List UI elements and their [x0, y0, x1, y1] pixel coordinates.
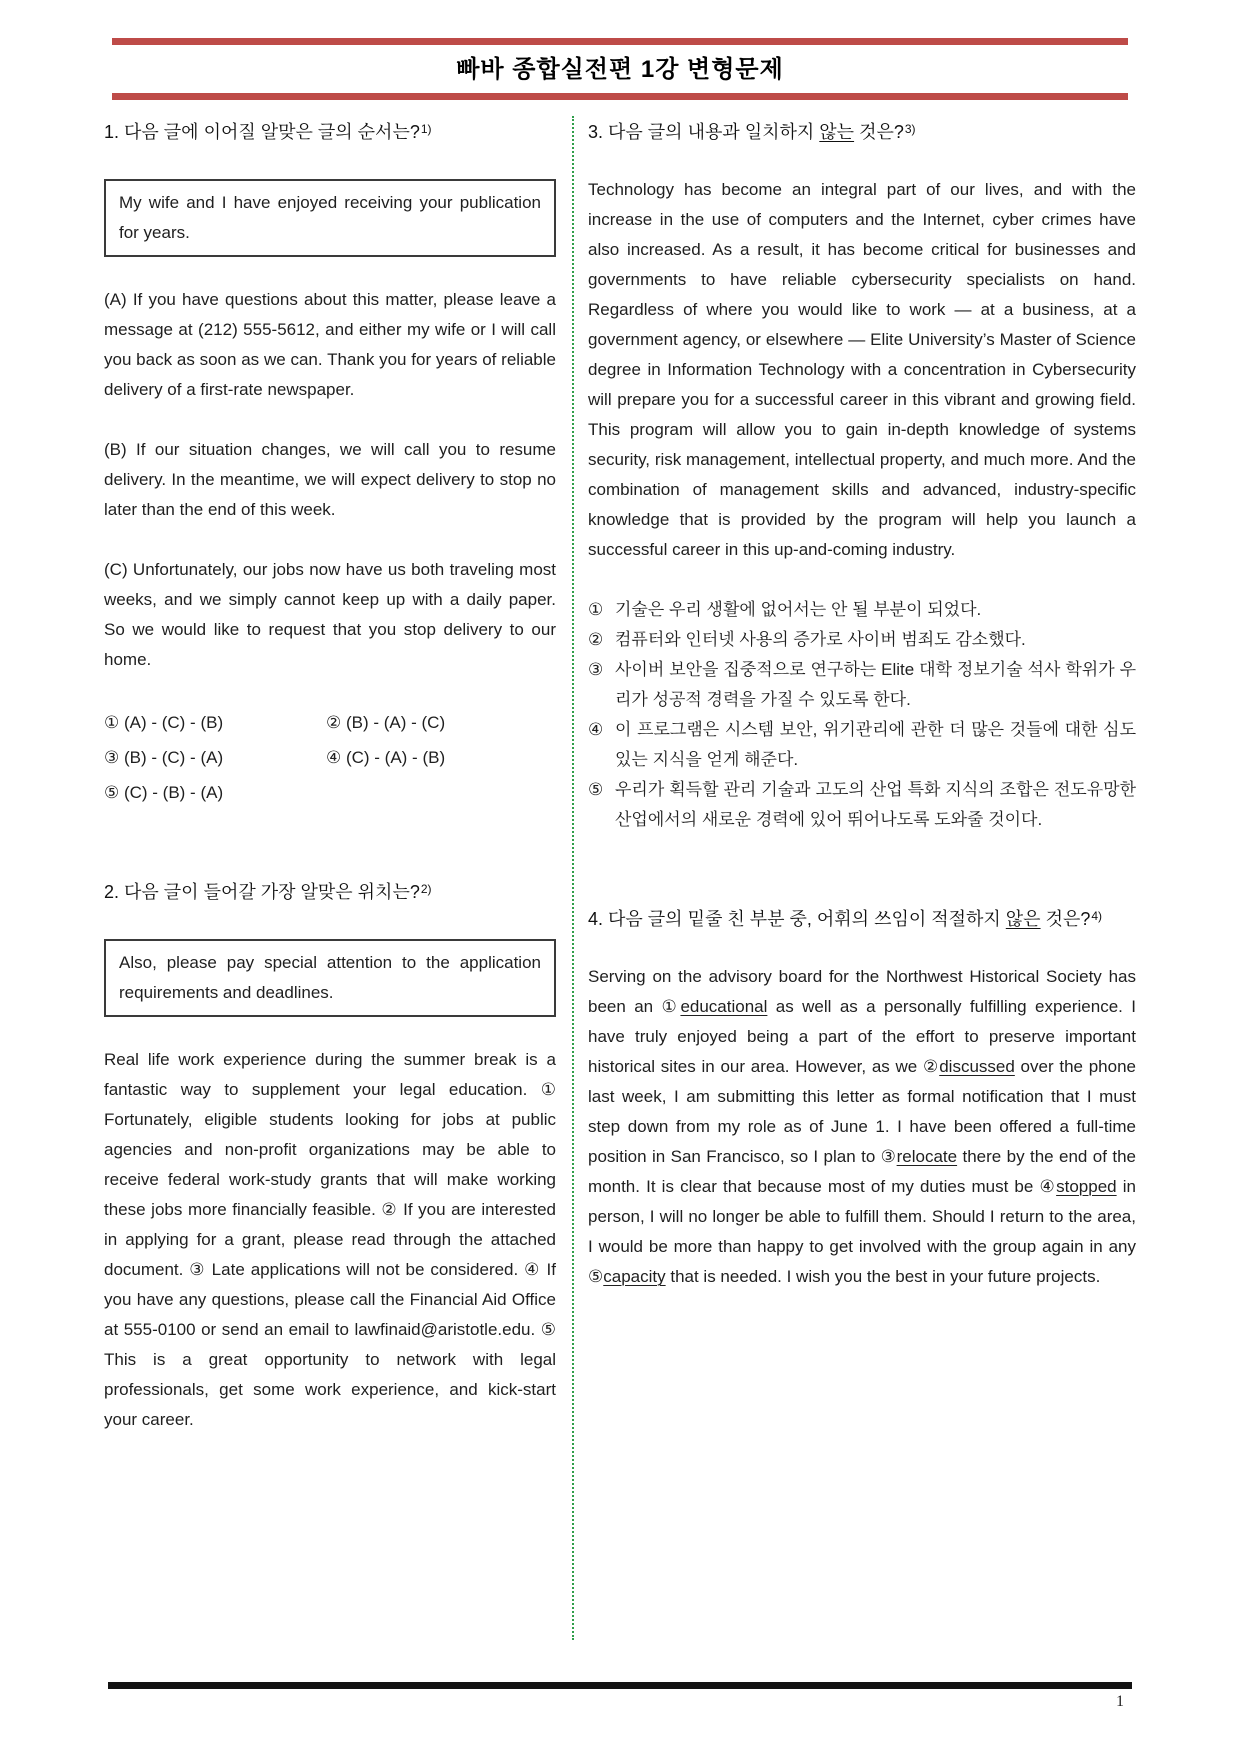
choice-text: 컴퓨터와 인터넷 사용의 증가로 사이버 범죄도 감소했다.: [615, 630, 1026, 649]
question-2-box-text: Also, please pay special attention to the application requirements and deadlines.: [119, 953, 541, 1002]
question-4-header: [588, 901, 1136, 934]
question-1-choice-2: ② (B) - (A) - (C): [326, 713, 446, 732]
question-1-choice-3: ③ (B) - (C) - (A): [104, 748, 224, 767]
question-4-prompt: 4. 다음 글의 밑줄 친 부분 중, 어휘의 쓰임이 적절하지 않은 것은?: [588, 909, 1091, 929]
question-2-box: [104, 939, 556, 1017]
choice-marker: ⑤: [588, 780, 604, 799]
question-1-footnote-marker: 1): [420, 122, 432, 136]
question-1-prompt: 1. 다음 글에 이어질 알맞은 글의 순서는?: [104, 122, 420, 142]
footer-rule: [108, 1682, 1132, 1689]
column-divider: [572, 116, 574, 1640]
question-1-header: [104, 114, 556, 147]
choice-text: 기술은 우리 생활에 없어서는 안 될 부분이 되었다.: [615, 600, 982, 619]
choice-text: 우리가 획득할 관리 기술과 고도의 산업 특화 지식의 조합은 전도유망한 산업에서의 새로운 경력에 있어 뛰어나도록 도와줄 것이다.: [615, 780, 1136, 829]
left-column: [104, 114, 556, 1646]
question-1-choice-5: ⑤ (C) - (B) - (A): [104, 783, 224, 802]
question-3-footnote-marker: 3): [904, 122, 916, 136]
question-4-passage: Serving on the advisory board for the Northwest Historical Society has been an ①educational as well as a personally fulfilling experience. I have truly enjoyed being a part of the effort to preserve important historical sites in our area. However, as we ②discussed over the phone last week, I am submitting this letter as formal notification that I must step down from my role as of June 1. I have been offered a full-time position in San Francisco, so I plan to ③relocate there by the end of the month. It is clear that because most of my duties must be ④stopped in person, I will no longer be able to fulfill them. Should I return to the area, I would be more than happy to get involved with the group again in any ⑤capacity that is needed. I wish you the best in your future projects.: [588, 967, 1136, 1286]
question-2-header: [104, 874, 556, 907]
question-2-prompt: 2. 다음 글이 들어갈 가장 알맞은 위치는?: [104, 882, 420, 902]
question-3-choice-4: [588, 715, 1136, 775]
two-column-layout: [0, 100, 1240, 1646]
question-2-passage: Real life work experience during the summer break is a fantastic way to supplement your legal education. ① Fortunately, eligible students looking for jobs at public agencies and non-profit organizations may be able to receive federal work-study grants that will make working these jobs more financially feasible. ② If you are interested in applying for a grant, please read through the attached document. ③ Late applications will not be considered. ④ If you have any questions, please call the Financial Aid Office at 555-0100 or send an email to lawfinaid@aristotle.edu. ⑤ This is a great opportunity to network with legal professionals, get some work experience, and kick-start your career.: [104, 1050, 556, 1429]
choice-marker: ④: [588, 720, 604, 739]
question-4-footnote-marker: 4): [1091, 909, 1103, 923]
question-2-footnote-marker: 2): [420, 882, 432, 896]
question-3-passage: Technology has become an integral part of our lives, and with the increase in the use of computers and the Internet, cyber crimes have also increased. As a result, it has become critical for businesses and governments to have reliable cybersecurity specialists on hand. Regardless of where you would like to work — at a business, at a government agency, or elsewhere — Elite University’s Master of Science degree in Information Technology with a concentration in Cybersecurity will prepare you for a successful career in this vibrant and growing field. This program will allow you to gain in-depth knowledge of systems security, risk management, intellectual property, and much more. And the combination of management skills and advanced, industry-specific knowledge that is provided by the program will help you launch a successful career in this up-and-coming industry.: [588, 180, 1136, 559]
question-3-choice-5: [588, 775, 1136, 835]
question-1-box-text: My wife and I have enjoyed receiving your publication for years.: [119, 193, 541, 242]
page-footer: [108, 1682, 1132, 1712]
choice-text: 이 프로그램은 시스템 보안, 위기관리에 관한 더 많은 것들에 대한 심도 있는 지식을 얻게 해준다.: [615, 720, 1136, 769]
header-bottom-rule: [112, 93, 1128, 100]
choice-marker: ①: [588, 600, 604, 619]
question-3-choice-2: [588, 625, 1136, 655]
question-1-choice-1: ① (A) - (C) - (B): [104, 713, 224, 732]
page-number: 1: [1116, 1693, 1124, 1710]
right-column: [588, 114, 1136, 1646]
question-1-paragraph-c: (C) Unfortunately, our jobs now have us both traveling most weeks, and we simply cannot keep up with a daily paper. So we would like to request that you stop delivery to our home.: [104, 560, 556, 669]
question-3-header: [588, 114, 1136, 147]
header-top-rule: [112, 38, 1128, 45]
question-1-box: [104, 179, 556, 257]
choice-marker: ③: [588, 660, 604, 679]
choice-marker: ②: [588, 630, 604, 649]
question-3-prompt: 3. 다음 글의 내용과 일치하지 않는 것은?: [588, 122, 904, 142]
choice-text: 사이버 보안을 집중적으로 연구하는 Elite 대학 정보기술 석사 학위가 우리가 성공적 경력을 가질 수 있도록 한다.: [615, 660, 1136, 709]
question-3-choice-3: [588, 655, 1136, 715]
question-1-paragraph-b: (B) If our situation changes, we will call you to resume delivery. In the meantime, we will expect delivery to stop no later than the end of this week.: [104, 440, 556, 519]
page-title: 빠바 종합실전편 1강 변형문제: [456, 56, 784, 83]
question-1-choices: [104, 705, 556, 810]
page-header: [0, 0, 1240, 100]
question-3-choices: [588, 595, 1136, 835]
question-1-paragraph-a: (A) If you have questions about this matter, please leave a message at (212) 555-5612, and either my wife or I will call you back as soon as we can. Thank you for years of reliable delivery of a first-rate newspaper.: [104, 290, 556, 399]
question-3-choice-1: [588, 595, 1136, 625]
question-1-choice-4: ④ (C) - (A) - (B): [326, 748, 446, 767]
